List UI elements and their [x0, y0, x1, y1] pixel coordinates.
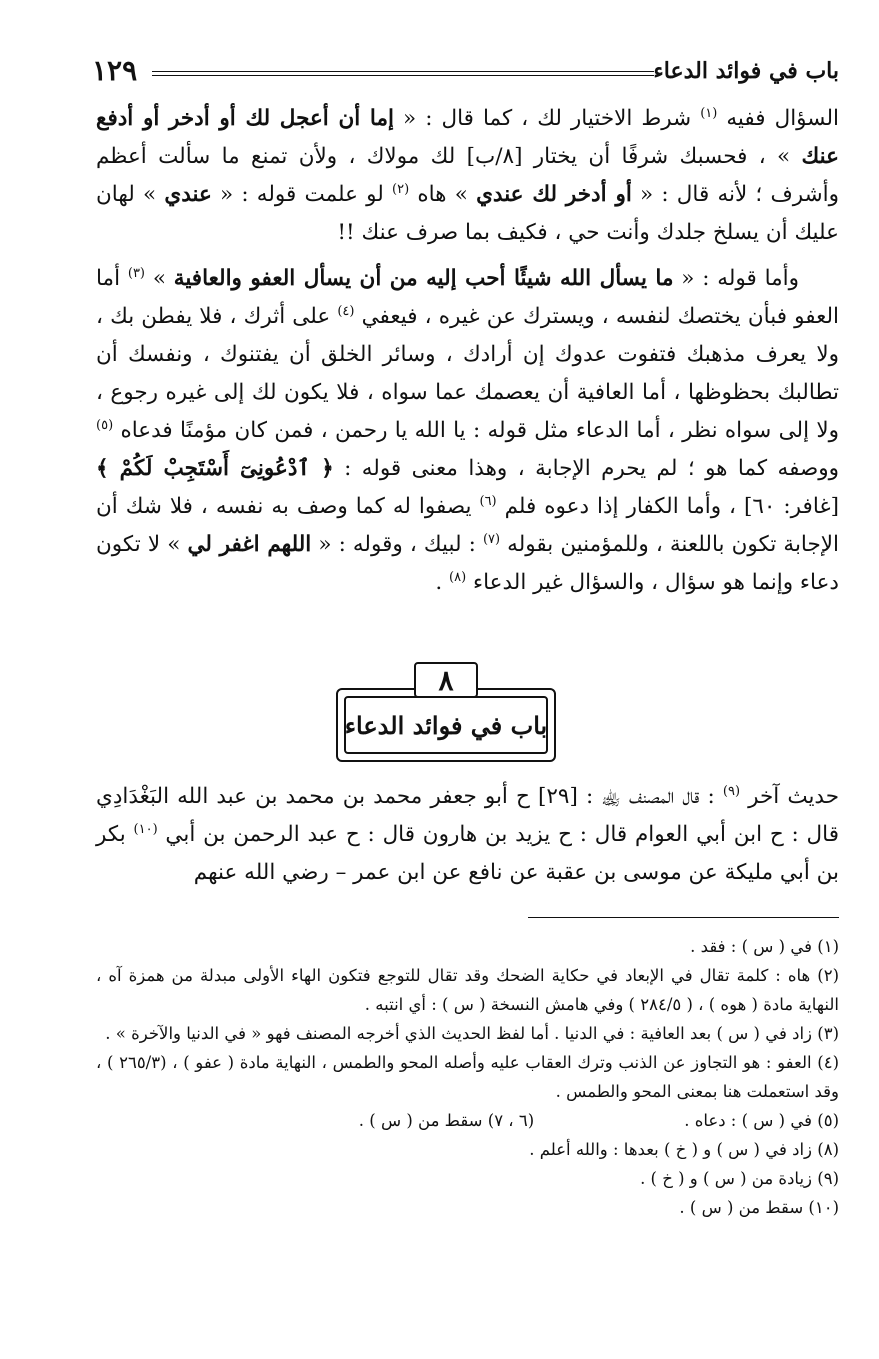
footnote-10: (١٠) سقط من ( س ) .	[679, 1198, 839, 1217]
text-run: أما العفو فبأن يختصك لنفسه ، ويسترك عن غيره ، فيعفي	[96, 266, 840, 329]
paragraph-2	[96, 260, 839, 602]
footnote-ref[interactable]: (٣)	[127, 265, 145, 281]
footnote-8: (٨) زاد في ( س ) و ( خ ) بعدها : والله أعلم .	[529, 1140, 839, 1159]
paragraph-1	[96, 100, 839, 252]
text-run: » ، فحسبك شرفًا أن يختار [٨/ب] لك مولاك ، ولأن تمنع ما سألت أعظم وأشرف ؛ لأنه قال : «	[96, 144, 839, 207]
footnote-ref[interactable]: (١٠)	[133, 821, 158, 837]
text-run: شرط الاختيار لك ، كما قال : «	[393, 106, 701, 131]
paragraph-3	[96, 778, 839, 892]
text-run: يصفوا له كما وصف به نفسه ، فلا شك أن الإجابة تكون باللعنة ، وللمؤمنين بقوله	[96, 494, 840, 557]
footnote-ref[interactable]: (٧)	[482, 531, 501, 547]
hadith-quote: اللهم اغفر لي	[187, 532, 312, 557]
footnote-6-7: (٦ ، ٧) سقط من ( س ) .	[358, 1111, 535, 1130]
footnote-2: (٢) هاه : كلمة تقال في الإبعاد في حكاية الضحك وقد تقال للتوجع فتكون الهاء الأولى مبدلة من همزة آه ، النهاية مادة ( هوه ) ، ( ٢٨٤/٥ ) وفي هامش النسخة ( س ) : أي انتبه .	[96, 966, 839, 1014]
footnote-ref[interactable]: (٨)	[449, 569, 467, 585]
footnote-row	[96, 1106, 839, 1135]
text-run: » لهان عليك أن يسلخ جلدك وأنت حي ، فكيف بما صرف عنك !!	[96, 182, 839, 245]
header-rule	[152, 71, 654, 76]
text-run: »	[145, 266, 174, 291]
hadith-quote: عندي	[164, 182, 212, 207]
hadith-quote: إما أن أعجل لك أو أدخر أو أدفع عنك	[96, 106, 839, 169]
text-run: السؤال ففيه	[717, 106, 839, 131]
text-run: على أثرك ، فلا يفطن بك ، ولا يعرف مذهبك فتفوت عدوك إن أرادك ، وسائر الخلق أن يفتنوك ، ونفسك أن تطالبك بحظوظها ، أما العافية أن يعصمك عما سواه ، فلا يكون لك إلى غيره رجوع ، ولا إلى سواه نظر ، أما الدعاء مثل قوله : يا الله يا رحمن ، فمن كان مؤمنًا فدعاه	[96, 304, 839, 443]
chapter-heading-frame	[336, 688, 556, 762]
hadith-quote: ما يسأل الله شيئًا أحب إليه من أن يسأل العفو والعافية	[173, 266, 674, 291]
text-run: وأما قوله : «	[673, 266, 800, 291]
footnote-5: (٥) في ( س ) : دعاه .	[684, 1111, 839, 1130]
footnote-4: (٤) العفو : هو التجاوز عن الذنب وترك العقاب عليه وأصله المحو والطمس ، النهاية مادة ( عفو ) ، (٢٦٥/٣ ) ، وقد استعملت هنا بمعنى المحو والطمس .	[96, 1053, 839, 1101]
hadith-quote: أو أدخر لك عندي	[476, 182, 632, 207]
footnote-ref[interactable]: (١)	[700, 105, 718, 121]
chapter-text	[96, 778, 839, 892]
footnote-ref[interactable]: (٥)	[96, 417, 114, 433]
text-run: [غافر: ٦٠] ، وأما الكفار إذا دعوه فلم	[496, 494, 840, 519]
footnotes	[96, 932, 839, 1222]
text-run: : قال المصنف ﵀ : [٢٩] ح أبو جعفر محمد بن محمد بن عبد الله البَغْدَادِي قال : ح ابن أبي العوام قال : ح يزيد بن هارون قال : ح عبد الرحمن بن أبي	[96, 784, 839, 847]
text-run: حديث آخر	[740, 784, 840, 809]
page-number: ١٢٩	[92, 54, 138, 87]
footnote-ref[interactable]: (٩)	[722, 783, 741, 799]
text-run: لو علمت قوله : «	[211, 182, 393, 207]
text-run: » لا تكون دعاء وإنما هو سؤال ، والسؤال غير الدعاء	[96, 532, 839, 595]
chapter-title: باب في فوائد الدعاء	[344, 696, 548, 754]
footnote-1: (١) في ( س ) : فقد .	[690, 937, 839, 956]
text-run: : لبيك ، وقوله : «	[311, 532, 483, 557]
running-title: باب في فوائد الدعاء	[653, 58, 839, 84]
page-header	[92, 54, 839, 94]
footnote-ref[interactable]: (٤)	[337, 303, 355, 319]
footnote-9: (٩) زيادة من ( س ) و ( خ ) .	[640, 1169, 839, 1188]
footnote-ref[interactable]: (٦)	[479, 493, 497, 509]
footnote-3: (٣) زاد في ( س ) بعد العافية : في الدنيا . أما لفظ الحديث الذي أخرجه المصنف فهو « في الدنيا والآخرة » .	[105, 1024, 839, 1043]
quran-verse: ﴿ ٱدْعُونِىٓ أَسْتَجِبْ لَكُمْ ﴾	[96, 456, 334, 481]
text-run: .	[435, 570, 450, 595]
footnote-separator	[528, 917, 839, 918]
main-text	[96, 100, 839, 610]
text-run: » هاه	[409, 182, 477, 207]
chapter-number: ٨	[414, 662, 478, 698]
text-run: ووصفه كما هو ؛ لم يحرم الإجابة ، وهذا معنى قوله :	[333, 456, 839, 481]
text-run: بكر بن أبي مليكة عن موسى بن عقبة عن نافع عن ابن عمر – رضي الله عنهم	[96, 822, 839, 885]
footnote-ref[interactable]: (٢)	[392, 181, 410, 197]
